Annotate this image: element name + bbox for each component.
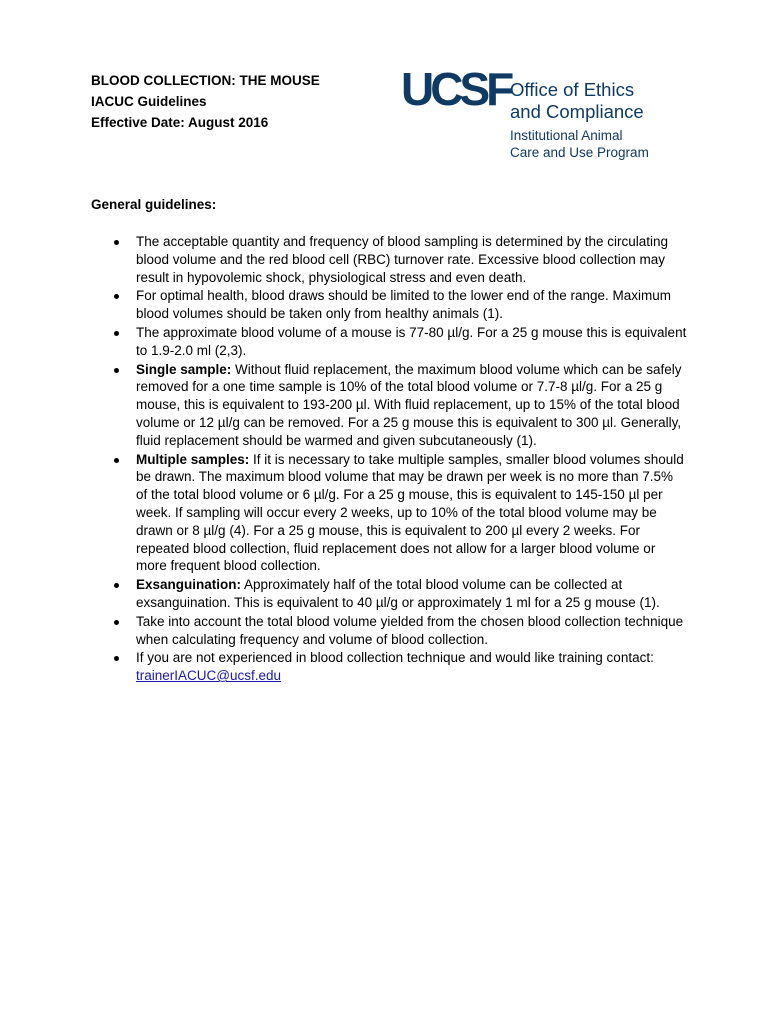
bullet-text: Approximately half of the total blood volume can be collected at exsanguination. This is equivalent to 40 µl/g or approximately 1 ml for a 25 g mouse (1). [136, 577, 660, 610]
guidelines-list [108, 233, 688, 686]
ucsf-logo-mark: UCSF [401, 63, 511, 115]
program-name [510, 127, 649, 161]
bullet-lead: Multiple samples: [136, 451, 250, 467]
effective-date: Effective Date: August 2016 [91, 115, 269, 130]
document-subtitle: IACUC Guidelines [91, 94, 207, 109]
list-item [108, 649, 688, 685]
office-line-2: and Compliance [510, 101, 644, 122]
bullet-text: Take into account the total blood volume yielded from the chosen blood collection technique when calculating frequency and volume of blood collection. [136, 613, 684, 647]
trainer-email-link[interactable]: trainerIACUC@ucsf.edu [136, 668, 282, 684]
bullet-icon [114, 368, 119, 373]
program-line-2: Care and Use Program [510, 145, 649, 160]
list-item [108, 451, 688, 576]
bullet-icon [114, 583, 119, 588]
bullet-icon [114, 656, 119, 661]
bullet-lead: Single sample: [136, 361, 232, 377]
list-item [108, 576, 688, 612]
list-item [108, 287, 688, 323]
bullet-icon [114, 620, 119, 625]
program-line-1: Institutional Animal [510, 128, 623, 143]
office-line-1: Office of Ethics [510, 79, 635, 100]
list-item [108, 613, 688, 649]
document-header [91, 70, 320, 133]
bullet-icon [114, 294, 119, 299]
document-title: BLOOD COLLECTION: THE MOUSE [91, 73, 320, 88]
bullet-text: The acceptable quantity and frequency of blood sampling is determined by the circulating blood volume and the red blood cell (RBC) turnover rate. Excessive blood collection may result in hypovolemic shock, physiological stress and even death. [136, 234, 669, 285]
bullet-text: Without fluid replacement, the maximum blood volume which can be safely removed for a one time sample is 10% of the total blood volume or 7.7-8 µl/g. For a 25 g mouse, this is equivalent to 193-200 µl. With fluid replacement, up to 15% of the total blood volume or 12 µl/g can be removed. For a 25 g mouse this is equivalent to 300 µl. Generally, fluid replacement should be warmed and given subcutaneously (1). [136, 361, 682, 448]
section-title: General guidelines: [91, 197, 217, 212]
bullet-icon [114, 458, 119, 463]
bullet-icon [114, 240, 119, 245]
office-name [510, 79, 644, 123]
list-item [108, 324, 688, 360]
bullet-lead: Exsanguination: [136, 577, 242, 593]
list-item [108, 233, 688, 286]
bullet-icon [114, 331, 119, 336]
bullet-text: If it is necessary to take multiple samples, smaller blood volumes should be drawn. The maximum blood volume that may be drawn per week is no more than 7.5% of the total blood volume or 6 µl/g. For a 25 g mouse, this is equivalent to 145-150 µl per week. If sampling will occur every 2 weeks, up to 10% of the total blood volume may be drawn or 8 µl/g (4). For a 25 g mouse, this is equivalent to 200 µl every 2 weeks. For repeated blood collection, fluid replacement does not allow for a larger blood volume or more frequent blood collection. [136, 451, 684, 574]
bullet-text: The approximate blood volume of a mouse is 77-80 µl/g. For a 25 g mouse this is equivalent to 1.9-2.0 ml (2,3). [136, 324, 687, 358]
list-item [108, 361, 688, 450]
bullet-text: If you are not experienced in blood collection technique and would like training contact: [136, 650, 654, 666]
bullet-text: For optimal health, blood draws should be limited to the lower end of the range. Maximum blood volumes should be taken only from healthy animals (1). [136, 288, 672, 322]
ucsf-logo [401, 64, 671, 164]
